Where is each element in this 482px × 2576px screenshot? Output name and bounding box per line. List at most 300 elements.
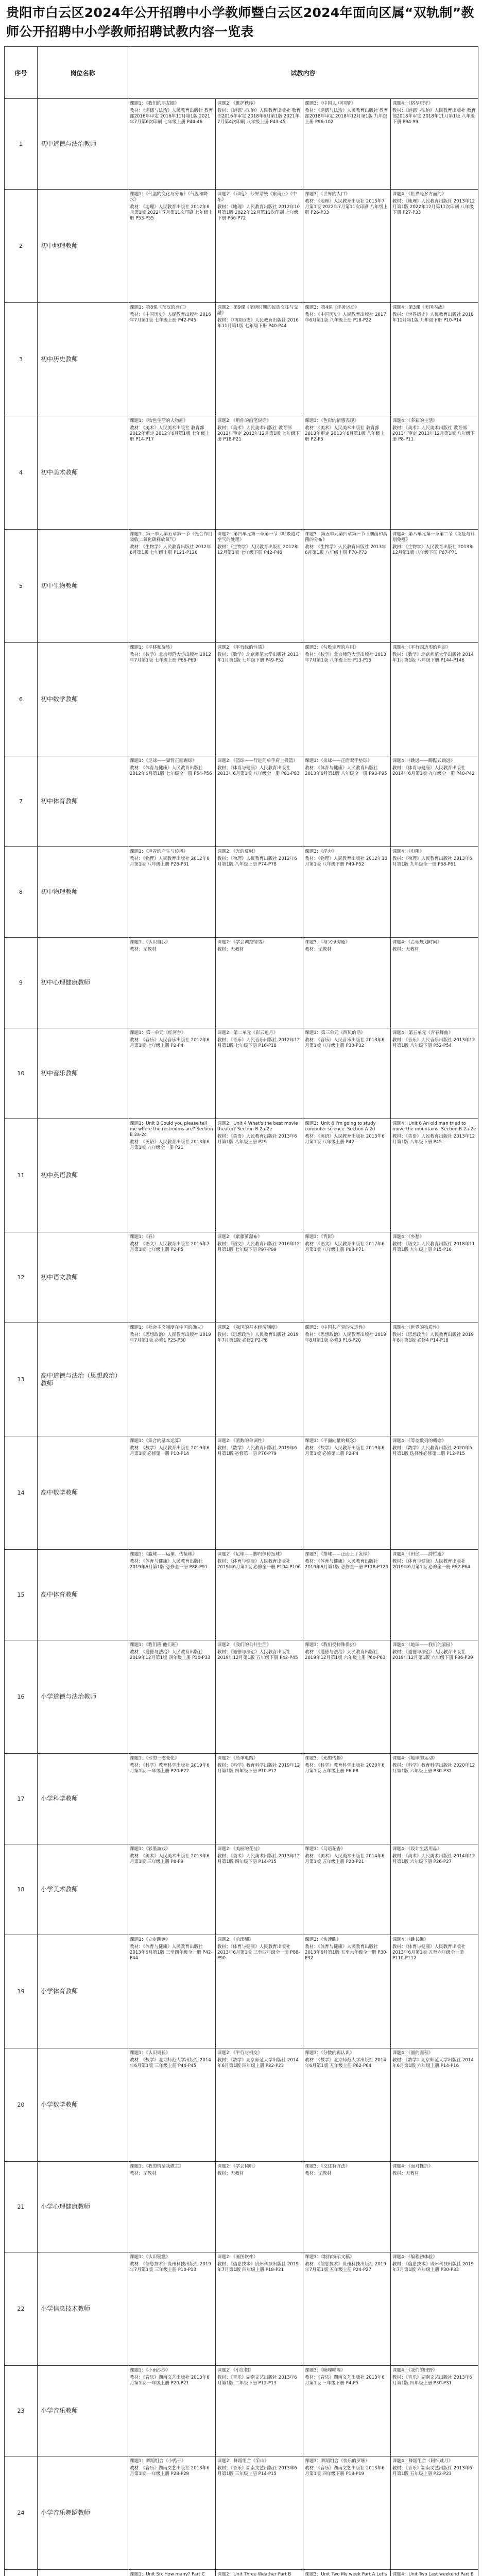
lesson-cell <box>391 1550 478 1640</box>
lesson-cell <box>303 1232 391 1323</box>
lesson-cell <box>128 99 216 190</box>
lesson-textbook: 教材：《世界历史》人民教育出版社 2018年11月第1版 九年级下册 P10-P14 <box>392 312 474 323</box>
lesson-cell <box>128 2162 216 2252</box>
table-row <box>5 2162 478 2252</box>
position-name: 高中数学教师 <box>38 1436 128 1550</box>
lesson-textbook: 教材：《科学》教育科学出版社 2019年6月第1版 三年级上册 P20-P22 <box>130 1763 210 1774</box>
lesson-cell <box>128 847 216 938</box>
lesson-cell <box>216 190 303 303</box>
lesson-cell <box>128 2570 216 2576</box>
lesson-topic: 课题1：《篮球——运球、传接球》 <box>130 1552 197 1557</box>
header-lessons: 试教内容 <box>128 47 478 99</box>
lesson-cell <box>216 1935 303 2048</box>
table-header-row <box>5 47 478 99</box>
header-position: 岗位名称 <box>38 47 128 99</box>
lesson-table <box>4 46 478 2576</box>
lesson-cell <box>128 1323 216 1436</box>
lesson-textbook: 教材：《音乐》湖南文艺出版社 2013年6月第1版 一年级上册 P20-P21 <box>130 2375 210 2386</box>
lesson-cell <box>216 1436 303 1550</box>
lesson-topic: 课题2：《小红帽》 <box>217 2368 253 2373</box>
lesson-topic: 课题2：《光的反射》 <box>217 849 258 854</box>
lesson-textbook: 教材：《生物学》人民教育出版社 2013年12月第1版 八年级下册 P67-P71 <box>392 545 474 555</box>
lesson-topic: 课题4：《世界的物质性》 <box>392 1325 442 1330</box>
lesson-topic: 课题3：《嘀哩嘀哩》 <box>305 2368 346 2373</box>
lesson-textbook: 教材：《地理》人民教育出版社 2012年10月第1版 2022年12月第11次印刷 七年级下册 P66-P72 <box>217 205 300 221</box>
lesson-cell <box>303 1436 391 1550</box>
lesson-cell <box>128 190 216 303</box>
position-name: 初中体育教师 <box>38 756 128 847</box>
row-number: 5 <box>5 530 38 643</box>
table-row <box>5 416 478 530</box>
lesson-textbook: 教材：无教材 <box>130 2171 157 2176</box>
lesson-cell <box>128 643 216 756</box>
position-name: 初中数学教师 <box>38 643 128 756</box>
lesson-cell <box>128 530 216 643</box>
lesson-topic: 课题2：舞蹈组合《采山》 <box>217 2459 269 2464</box>
lesson-topic: 课题1：《认识周长》 <box>130 2050 170 2056</box>
lesson-textbook: 教材：《科学》教育科学出版社 2019年12月第1版 四年级下册 P10-P12 <box>217 1763 300 1774</box>
lesson-textbook: 教材：《中国历史》人民教育出版社 2016年7月第1版 七年级上册 P42-P45 <box>130 312 211 323</box>
lesson-topic: 课题4：《多彩的生活》 <box>392 418 438 423</box>
lesson-textbook: 教材：《道德与法治》人民教育出版社 2019年12月第1版 六年级上册 P60-P63 <box>305 1650 386 1660</box>
row-number: 23 <box>5 2366 38 2456</box>
table-row <box>5 2048 478 2162</box>
position-name: 小学音乐舞蹈教师 <box>38 2456 128 2570</box>
table-row <box>5 99 478 190</box>
lesson-cell <box>128 2366 216 2456</box>
lesson-textbook: 教材：《思想政治》人民教育出版社 2019年7月第1版 必修1 P25-P30 <box>130 1332 211 1343</box>
lesson-cell <box>216 1640 303 1754</box>
lesson-topic: 课题3：《光的传播》 <box>305 1756 346 1761</box>
lesson-textbook: 教材：《数学》人民教育出版社 2019年6月第1版 必修第二册 P2-P4 <box>305 1446 385 1456</box>
lesson-cell <box>128 2456 216 2570</box>
lesson-topic: 课题4：Unit 6 An old man tried to move the mountains. Section B 2a-2e <box>392 1121 476 1132</box>
position-name: 高中道德与法治（思想政治）教师 <box>38 1323 128 1436</box>
lesson-cell <box>216 99 303 190</box>
lesson-cell <box>391 756 478 847</box>
lesson-textbook: 教材：《体育与健康》人民教育出版社 2019年6月第1版 必修全一册 P104-P106 <box>217 1559 301 1570</box>
lesson-cell <box>303 2366 391 2456</box>
table-row <box>5 643 478 756</box>
row-number: 16 <box>5 1640 38 1754</box>
lesson-cell <box>128 1754 216 1844</box>
position-name: 初中地理教师 <box>38 190 128 303</box>
lesson-topic: 课题1：《平移和旋转》 <box>130 645 175 650</box>
table-row <box>5 1232 478 1323</box>
lesson-textbook: 教材：《美术》人民美术出版社 2013年12月第1版 四年级下册 P14-P15 <box>217 1854 300 1865</box>
lesson-textbook: 教材：《美术》人民美术出版社 教育部2012年审定 2012年6月第1版 七年级上册 P14-P17 <box>130 426 210 442</box>
lesson-textbook: 教材：《数学》北京师范大学出版社 2012年7月第1版 七年级上册 P66-P69 <box>130 652 211 663</box>
lesson-cell <box>303 303 391 416</box>
lesson-topic: 课题1：Unit 3 Could you please tell me where the restrooms are? Section B 2a-2c <box>130 1121 213 1138</box>
lesson-textbook: 教材：《体育与健康》人民教育出版社 2013年6月第1版 八年级全一册 P93-P95 <box>305 766 387 776</box>
position-name: 小学科学教师 <box>38 1754 128 1844</box>
lesson-topic: 课题1：舞蹈组合《小鸭子》 <box>130 2459 186 2464</box>
lesson-textbook: 教材：《体育与健康》人民教育出版社 2013年6月第1版 三至四年级全一册 P42-P44 <box>130 1944 213 1961</box>
lesson-topic: 课题1：《小雨沙沙》 <box>130 2368 170 2373</box>
lesson-cell <box>128 756 216 847</box>
lesson-textbook: 教材：无教材 <box>305 947 332 952</box>
lesson-topic: 课题2：《简单电路》 <box>217 1756 258 1761</box>
lesson-textbook: 教材：《体育与健康》人民教育出版社 2013年6月第1版 三至四年级全一册 P88-P90 <box>217 1944 300 1961</box>
lesson-textbook: 教材：《道德与法治》人民教育出版社 2019年12月第1版 四年级上册 P30-P33 <box>130 1650 211 1660</box>
lesson-textbook: 教材：《语文》人民教育出版社 2016年7月第1版 七年级上册 P2-P5 <box>130 1242 210 1252</box>
position-name: 小学信息技术教师 <box>38 2252 128 2366</box>
lesson-topic: 课题4：《面对挫折》 <box>392 2164 433 2169</box>
lesson-topic: 课题4：《编程初体验》 <box>392 2255 438 2260</box>
lesson-topic: 课题1：《认识键盘》 <box>130 2255 170 2260</box>
lesson-topic: 课题3：《世界的人口》 <box>305 192 350 197</box>
lesson-textbook: 教材：《体育与健康》人民教育出版社 2019年6月第1版 必修全一册 P88-P91 <box>130 1559 208 1570</box>
lesson-cell <box>128 2252 216 2366</box>
lesson-textbook: 教材：《数学》北京师范大学出版社 2013年1月第1版 七年级下册 P49-P52 <box>217 652 299 663</box>
row-number: 6 <box>5 643 38 756</box>
lesson-topic: 课题2：《学会倾听》 <box>217 2164 258 2169</box>
lesson-textbook: 教材：《音乐》人民音乐出版社 2012年12月第1版 七年级下册 P16-P18 <box>217 1038 300 1048</box>
lesson-topic: 课题3：第五单元第四章第一节《细菌和真菌的分布》 <box>305 532 388 543</box>
lesson-textbook: 教材：无教材 <box>305 2171 332 2176</box>
lesson-cell <box>303 99 391 190</box>
row-number: 24 <box>5 2456 38 2570</box>
lesson-topic: 课题2：《前滚翻》 <box>217 1937 253 1942</box>
lesson-textbook: 教材：《美术》人民美术出版社 教育部2012年审定 2012年12月第1版 七年级下册 P18-P21 <box>217 426 300 442</box>
lesson-textbook: 教材：《音乐》人民音乐出版社 2012年6月第1版 七年级上册 P2-P4 <box>130 1038 210 1048</box>
lesson-textbook: 教材：《英语》人民教育出版社 2013年12月第1版 八年级下册 P45 <box>392 1134 475 1145</box>
table-body <box>5 99 478 2576</box>
lesson-topic: 课题2：《印度》 莎界系统《东南亚》《中东》 <box>217 192 297 202</box>
row-number: 22 <box>5 2252 38 2366</box>
lesson-topic: 课题3：《色彩的情感表现》 <box>305 418 359 423</box>
lesson-cell <box>216 938 303 1028</box>
row-number: 20 <box>5 2048 38 2162</box>
lesson-topic: 课题4：《跳长绳》 <box>392 1937 428 1942</box>
lesson-topic: 课题2：Unit Three Weather Part B <box>217 2572 291 2576</box>
lesson-topic: 课题1：《社会主义制度在中国的确立》 <box>130 1325 206 1330</box>
lesson-cell <box>128 303 216 416</box>
lesson-cell <box>216 847 303 938</box>
position-name: 初中音乐教师 <box>38 1028 128 1119</box>
lesson-textbook: 教材：《数学》北京师范大学出版社 2014年6月第1版 三年级上册 P44-P45 <box>130 2058 211 2069</box>
position-name: 初中心理健康教师 <box>38 938 128 1028</box>
lesson-cell <box>128 1436 216 1550</box>
lesson-topic: 课题2：Unit 4 What's the best movie theater? Section B 2a-2e <box>217 1121 298 1132</box>
lesson-cell <box>391 1436 478 1550</box>
lesson-topic: 课题1：《气温的变化与分布》《气温和降水》 <box>130 192 208 202</box>
lesson-cell <box>391 2252 478 2366</box>
lesson-topic: 课题2：《我国的基本经济制度》 <box>217 1325 280 1330</box>
lesson-textbook: 教材：《美术》人民美术出版社 2014年12月第1版 六年级下册 P26-P27 <box>392 1854 475 1865</box>
lesson-cell <box>391 2162 478 2252</box>
document <box>4 0 477 2576</box>
position-name: 初中道德与法治教师 <box>38 99 128 190</box>
table-row <box>5 2366 478 2456</box>
lesson-cell <box>128 416 216 530</box>
table-row <box>5 1323 478 1436</box>
lesson-textbook: 教材：无教材 <box>130 947 157 952</box>
lesson-topic: 课题4：第八单元第一章第二节《免疫与计划免疫》 <box>392 532 475 543</box>
lesson-topic: 课题1：《立定跳远》 <box>130 1937 170 1942</box>
row-number: 13 <box>5 1323 38 1436</box>
document-title: 贵阳市白云区2024年公开招聘中小学教师暨白云区2024年面向区属“双轨制”教师公开招聘中小学教师招聘试教内容一览表 <box>6 5 474 39</box>
lesson-textbook: 教材：《数学》人民教育出版社 2020年5月第1版 选择性必修第二册 P12-P15 <box>392 1446 472 1456</box>
lesson-textbook: 教材：《道德与法治》人民教育出版社 教育部2016年审定 2016年11月第1版 2021年7月第6次印刷 七年级上册 P44-46 <box>130 108 213 125</box>
table-row <box>5 756 478 847</box>
row-number: 10 <box>5 1028 38 1119</box>
position-name: 初中美术教师 <box>38 416 128 530</box>
lesson-cell <box>128 1028 216 1119</box>
table-row <box>5 1844 478 1935</box>
lesson-textbook: 教材：《思想政治》人民教育出版社 2019年7月第1版 必修2 P2-P8 <box>217 1332 299 1343</box>
lesson-cell <box>128 1119 216 1232</box>
lesson-cell <box>216 1028 303 1119</box>
lesson-topic: 课题1：第三单元第五章第一节《光合作用吸收二氧化碳释放氧气》 <box>130 532 213 543</box>
row-number: 18 <box>5 1844 38 1935</box>
lesson-textbook: 教材：《体育与健康》人民教育出版社 2013年6月第1版 八年级全一册 P81-P83 <box>217 766 300 776</box>
lesson-cell <box>216 303 303 416</box>
lesson-topic: 课题3：《制作演示文稿》 <box>305 2255 354 2260</box>
lesson-textbook: 教材：《音乐》湖南文艺出版社 2013年6月第1版 五年级上册 P22-P23 <box>392 2466 472 2477</box>
lesson-cell <box>216 1232 303 1323</box>
lesson-textbook: 教材：《物理》人民教育出版社 2012年10月第1版 八年级下册 P49-P52 <box>305 856 388 867</box>
lesson-topic: 课题3：《平面向量的概念》 <box>305 1438 359 1444</box>
lesson-cell <box>391 1754 478 1844</box>
lesson-topic: 课题4：舞蹈组合《阿细跳月》 <box>392 2459 453 2464</box>
lesson-textbook: 教材：《美术》人民美术出版社 教育部2013年审定 2013年6月第1版 八年级上册 P2-P5 <box>305 426 385 442</box>
lesson-cell <box>303 643 391 756</box>
lesson-textbook: 教材：《信息技术》贵州科技出版社 2019年7月第1版 三年级上册 P10-P13 <box>130 2262 211 2273</box>
lesson-cell <box>303 416 391 530</box>
lesson-cell <box>391 2048 478 2162</box>
lesson-textbook: 教材：《道德与法治》人民教育出版社 教育部2016年审定 2018年6月第1版 2021年7月第4次印刷 八年级上册 P43-45 <box>217 108 301 125</box>
lesson-topic: 课题2：《我们的公共生活》 <box>217 1642 271 1648</box>
lesson-topic: 课题1：《我们班 他们班》 <box>130 1642 181 1648</box>
lesson-topic: 课题2：第9课《隋唐时期的民族交往与交融》 <box>217 305 299 316</box>
table-row <box>5 2570 478 2576</box>
row-number: 7 <box>5 756 38 847</box>
lesson-cell <box>303 1844 391 1935</box>
lesson-cell <box>391 2456 478 2570</box>
lesson-topic: 课题4：《跳远——蹲踞式跳远》 <box>392 758 455 764</box>
lesson-textbook: 教材：《中国历史》人民教育出版社 2017年6月第1版 八年级上册 P18-P22 <box>305 312 386 323</box>
lesson-topic: 课题2：《篮球——行进间单手肩上投篮》 <box>217 758 298 764</box>
lesson-topic: 课题2：《学会调控情绪》 <box>217 940 267 945</box>
lesson-textbook: 教材：《信息技术》贵州科技出版社 2019年7月第1版 五年级上册 P24-P27 <box>305 2262 386 2273</box>
lesson-textbook: 教材：《道德与法治》人民教育出版社 2019年12月第1版 五年级下册 P42-P45 <box>217 1650 298 1660</box>
table-row <box>5 1754 478 1844</box>
lesson-cell <box>391 1844 478 1935</box>
lesson-textbook: 教材：《音乐》湖南文艺出版社 2013年6月第1版 三年级下册 P4-P5 <box>305 2375 385 2386</box>
lesson-topic: 课题3：《我们受特殊保护》 <box>305 1642 359 1648</box>
table-row <box>5 2456 478 2570</box>
lesson-topic: 课题3：第三单元《西风的话》 <box>305 1030 366 1036</box>
lesson-textbook: 教材：《思想政治》人民教育出版社 2019年8月第1版 必修4 P14-P18 <box>392 1332 474 1343</box>
position-name: 初中英语教师 <box>38 1119 128 1232</box>
lesson-textbook: 教材：《生物学》人民教育出版社 2012年6月第1版 七年级上册 P121-P126 <box>130 545 211 555</box>
lesson-textbook: 教材：《思想政治》人民教育出版社 2019年8月第1版 必修3 P16-P20 <box>305 1332 386 1343</box>
lesson-textbook: 教材：《生物学》人民教育出版社 2013年6月第1版 八年级上册 P70-P73 <box>305 545 386 555</box>
lesson-textbook: 教材：《信息技术》贵州科技出版社 2019年7月第1版 六年级上册 P30-P33 <box>392 2262 474 2273</box>
lesson-topic: 课题1：《我们的朋友圈》 <box>130 101 179 106</box>
lesson-textbook: 教材：《音乐》湖南文艺出版社 2013年6月第1版 四年级上册 P30-P31 <box>392 2375 472 2386</box>
lesson-topic: 课题3：第4课《洋务运动》 <box>305 305 359 310</box>
lesson-cell <box>303 2570 391 2576</box>
position-name: 小学美术教师 <box>38 1844 128 1935</box>
header-no: 序号 <box>5 47 38 99</box>
lesson-topic: 课题1：第一单元《红河谷》 <box>130 1030 186 1036</box>
lesson-topic: 课题2：《用你的画笔说话》 <box>217 418 271 423</box>
lesson-topic: 课题2：《平行线的性质》 <box>217 645 267 650</box>
table-row <box>5 938 478 1028</box>
lesson-topic: 课题1：《集合的基本运算》 <box>130 1438 184 1444</box>
lesson-cell <box>216 2252 303 2366</box>
lesson-textbook: 教材：《音乐》湖南文艺出版社 2013年6月第1版 三年级上册 P14-P15 <box>217 2466 297 2477</box>
lesson-textbook: 教材：《音乐》湖南文艺出版社 2013年6月第1版 一年级上册 P28-P29 <box>130 2466 210 2477</box>
lesson-topic: 课题3：《鸟语花香》 <box>305 1846 346 1852</box>
lesson-topic: 课题4：第五单元《青春舞曲》 <box>392 1030 453 1036</box>
lesson-textbook: 教材：《美术》人民美术出版社 2014年6月第1版 五年级上册 P20-P21 <box>305 1854 385 1865</box>
row-number: 17 <box>5 1754 38 1844</box>
lesson-textbook: 教材：《语文》人民教育出版社 2017年6月第1版 八年级上册 P68-P71 <box>305 1242 385 1252</box>
lesson-cell <box>128 1935 216 2048</box>
lesson-topic: 课题4：《地球——我们的家园》 <box>392 1642 455 1648</box>
lesson-topic: 课题1：《声音的产生与传播》 <box>130 849 188 854</box>
lesson-topic: 课题3：舞蹈组合《快乐的罗嗦》 <box>305 2459 370 2464</box>
row-number: 3 <box>5 303 38 416</box>
lesson-textbook: 教材：《英语》人民教育出版社 2013年6月第1版 九年级全一册 P21 <box>130 1140 210 1150</box>
lesson-topic: 课题1：《认识自我》 <box>130 940 170 945</box>
lesson-topic: 课题1：《我的情绪我做主》 <box>130 2164 184 2169</box>
position-name: 小学道德与法治教师 <box>38 1640 128 1754</box>
lesson-topic: 课题2：第二单元《彩云追月》 <box>217 1030 278 1036</box>
lesson-textbook: 教材：《科学》教育科学出版社 2020年6月第1版 五年级上册 P6-P8 <box>305 1763 385 1774</box>
table-row <box>5 1119 478 1232</box>
lesson-textbook: 教材：《体育与健康》人民教育出版社 2019年6月第1版 必修全一册 P62-P64 <box>392 1559 470 1570</box>
lesson-textbook: 教材：《体育与健康》人民教育出版社 2013年6月第1版 五至六年级全一册 P30-P32 <box>305 1944 388 1961</box>
lesson-topic: 课题1：第8课《东汉的兴亡》 <box>130 305 189 310</box>
lesson-cell <box>391 1232 478 1323</box>
row-number: 11 <box>5 1119 38 1232</box>
lesson-cell <box>391 1323 478 1436</box>
position-name: 高中体育教师 <box>38 1550 128 1640</box>
lesson-cell <box>128 2048 216 2162</box>
lesson-topic: 课题4：《平行四边形的判定》 <box>392 645 451 650</box>
lesson-topic: 课题3：《排球——正面双手垫球》 <box>305 758 372 764</box>
lesson-topic: 课题3：Unit 6 I'm going to study computer science. Section A 2d <box>305 1121 376 1132</box>
lesson-cell <box>216 1119 303 1232</box>
lesson-cell <box>303 190 391 303</box>
lesson-cell <box>216 2162 303 2252</box>
table-row <box>5 847 478 938</box>
lesson-topic: 课题3：《交往有方法》 <box>305 2164 350 2169</box>
lesson-topic: 课题4：《田径——跨栏跑》 <box>392 1552 446 1557</box>
row-number: 1 <box>5 99 38 190</box>
lesson-topic: 课题3：《快速跑》 <box>305 1937 341 1942</box>
lesson-cell <box>128 1550 216 1640</box>
lesson-cell <box>391 1028 478 1119</box>
lesson-cell <box>303 1323 391 1436</box>
lesson-textbook: 教材：《中国历史》人民教育出版社 2016年11月第1版 七年级下册 P40-P44 <box>217 318 299 329</box>
lesson-cell <box>303 1754 391 1844</box>
lesson-topic: 课题3：《排球——正面上手发球》 <box>305 1552 372 1557</box>
lesson-cell <box>216 1550 303 1640</box>
lesson-cell <box>216 1323 303 1436</box>
lesson-cell <box>216 756 303 847</box>
lesson-textbook: 教材：《物理》人民教育出版社 2012年6月第1版 八年级上册 P74-P78 <box>217 856 297 867</box>
lesson-cell <box>303 2456 391 2570</box>
lesson-textbook: 教材：《美术》人民美术出版社 教育部2013年审定 2013年12月第1版 八年级下册 P8-P11 <box>392 426 475 442</box>
lesson-cell <box>216 2456 303 2570</box>
lesson-textbook: 教材：《英语》人民教育出版社 2013年6月第1版 八年级上册 P42 <box>305 1134 385 1145</box>
lesson-textbook: 教材：《数学》人民教育出版社 2019年6月第1版 必修第一册 P10-P14 <box>130 1446 210 1456</box>
lesson-textbook: 教材：《体育与健康》人民教育出版社 2014年6月第1版 九年级全一册 P40-P42 <box>392 766 475 776</box>
position-name: 初中生物教师 <box>38 530 128 643</box>
lesson-textbook: 教材：《数学》人民教育出版社 2019年6月第1版 必修第一册 P76-P79 <box>217 1446 297 1456</box>
lesson-topic: 课题4：《我们的田野》 <box>392 2368 438 2373</box>
lesson-textbook: 教材：《音乐》湖南文艺出版社 2013年6月第1版 二年级下册 P12-P13 <box>217 2375 297 2386</box>
lesson-topic: 课题4：Unit Two Last weekend Part B <box>392 2572 474 2576</box>
lesson-textbook: 教材：《英语》人民教育出版社 2013年6月第1版 八年级上册 P29 <box>217 1134 297 1145</box>
lesson-cell <box>303 938 391 1028</box>
lesson-topic: 课题4：《等差数列的概念》 <box>392 1438 446 1444</box>
lesson-cell <box>128 1232 216 1323</box>
lesson-topic: 课题3：Unit Two My week Part A Let's <box>305 2572 387 2576</box>
position-name: 初中历史教师 <box>38 303 128 416</box>
lesson-cell <box>216 2048 303 2162</box>
lesson-cell <box>303 756 391 847</box>
lesson-cell <box>391 303 478 416</box>
row-number: 2 <box>5 190 38 303</box>
lesson-textbook: 教材：《语文》人民教育出版社 2018年11月第1版 九年级上册 P15-P16 <box>392 1242 475 1252</box>
lesson-textbook: 教材：《物理》人民教育出版社 2012年6月第1版 八年级上册 P28-P31 <box>130 856 210 867</box>
lesson-topic: 课题3：《浮力》 <box>305 849 337 854</box>
row-number <box>5 2570 38 2576</box>
lesson-cell <box>216 2570 303 2576</box>
lesson-topic: 课题3：《中国人 中国梦》 <box>305 101 356 106</box>
table-row <box>5 1436 478 1550</box>
lesson-textbook: 教材：《音乐》人民音乐出版社 2013年12月第1版 八年级下册 P52-P54 <box>392 1038 475 1048</box>
lesson-cell <box>303 1028 391 1119</box>
table-row <box>5 1935 478 2048</box>
lesson-textbook: 教材：《生物学》人民教育出版社 2012年12月第1版 七年级下册 P42-P46 <box>217 545 299 555</box>
lesson-cell <box>303 2048 391 2162</box>
lesson-textbook: 教材：《体育与健康》人民教育出版社 2012年6月第1版 七年级全一册 P54-P56 <box>130 766 212 776</box>
lesson-textbook: 教材：《音乐》人民音乐出版社 2013年6月第1版 八年级上册 P30-P32 <box>305 1038 385 1048</box>
lesson-cell <box>391 847 478 938</box>
lesson-cell <box>303 1550 391 1640</box>
lesson-cell <box>303 2162 391 2252</box>
lesson-topic: 课题2：《函数的单调性》 <box>217 1438 267 1444</box>
lesson-cell <box>391 2366 478 2456</box>
lesson-topic: 课题3：《背影》 <box>305 1234 337 1240</box>
lesson-textbook: 教材：《地理》人民教育出版社 2013年12月第1版 2022年12月第11次印刷 八年级下册 P27-P33 <box>392 199 475 215</box>
lesson-cell <box>391 416 478 530</box>
lesson-topic: 课题1：《足球——脚背正面踢球》 <box>130 758 197 764</box>
lesson-topic: 课题3：《与父母沟通》 <box>305 940 350 945</box>
table-row <box>5 530 478 643</box>
lesson-cell <box>391 643 478 756</box>
row-number: 21 <box>5 2162 38 2252</box>
position-name <box>38 2570 128 2576</box>
row-number: 12 <box>5 1232 38 1323</box>
lesson-cell <box>216 643 303 756</box>
lesson-cell <box>391 99 478 190</box>
lesson-topic: 课题4：第3课《美国内战》 <box>392 305 447 310</box>
row-number: 8 <box>5 847 38 938</box>
table-row <box>5 303 478 416</box>
lesson-textbook: 教材：《地理》人民教育出版社 2012年6月第1版 2022年7月第11次印刷 七年级上册 P53-P55 <box>130 205 213 221</box>
lesson-textbook: 教材：《道德与法治》人民教育出版社 教育部2018年审定 2018年11月第1版 八年级下册 P94-99 <box>392 108 476 125</box>
lesson-cell <box>303 1119 391 1232</box>
